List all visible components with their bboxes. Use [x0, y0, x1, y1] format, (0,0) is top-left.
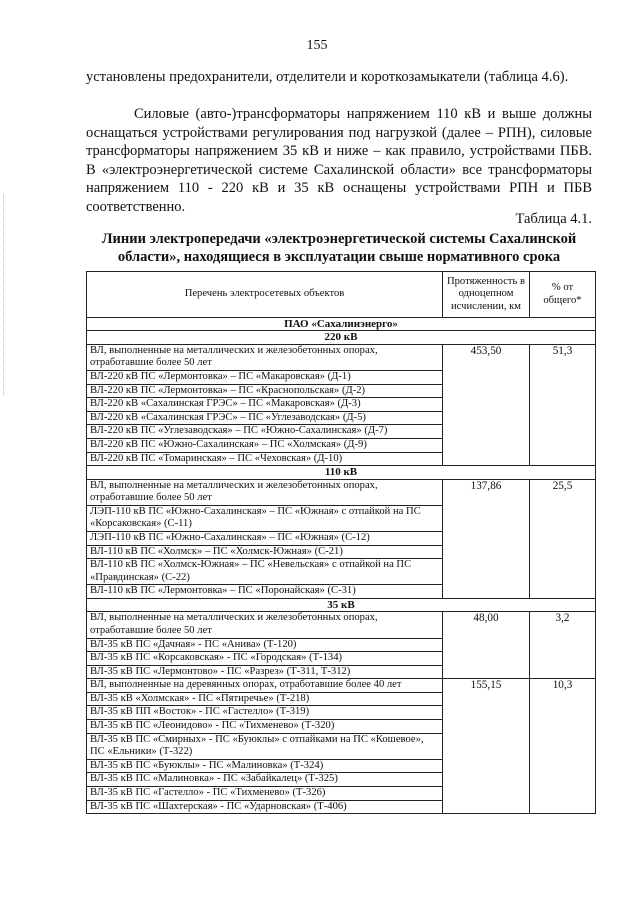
- object-name-cell: ВЛ-35 кВ ПС «Малиновка» - ПС «Забайкалец» (Т-325): [87, 773, 443, 787]
- object-name-cell: ВЛ-35 кВ ПП «Восток» - ПС «Гастелло» (Т-319): [87, 706, 443, 720]
- table-title: Линии электропередачи «электроэнергетической системы Сахалинской области», находящиеся в эксплуатации свыше нормативного срока: [101, 231, 577, 265]
- table-row: [87, 344, 596, 370]
- object-name-cell: ЛЭП-110 кВ ПС «Южно-Сахалинская» – ПС «Южная» с отпайкой на ПС «Корсаковская» (С-11): [87, 505, 443, 531]
- object-name-cell: ВЛ-220 кВ ПС «Лермонтовка» – ПС «Макаровская» (Д-1): [87, 371, 443, 385]
- object-name-cell: ВЛ, выполненные на металлических и железобетонных опорах, отработавшие более 50 лет: [87, 344, 443, 370]
- table-body: [87, 318, 596, 814]
- paragraph-1: установлены предохранители, отделители и короткозамыкатели (таблица 4.6).: [86, 69, 569, 85]
- object-name-cell: ВЛ-35 кВ ПС «Корсаковская» - ПС «Городская» (Т-134): [87, 652, 443, 666]
- percent-cell: 10,3: [530, 679, 596, 814]
- object-name-cell: ВЛ-35 кВ ПС «Шахтерская» - ПС «Ударновская» (Т-406): [87, 800, 443, 814]
- object-name-cell: ВЛ-220 кВ ПС «Южно-Сахалинская» – ПС «Холмская» (Д-9): [87, 438, 443, 452]
- object-name-cell: ВЛ-220 кВ «Сахалинская ГРЭС» – ПС «Углезаводская» (Д-5): [87, 411, 443, 425]
- voltage-group-label: 220 кВ: [87, 331, 596, 344]
- company-name: ПАО «Сахалинэнерго»: [87, 318, 596, 331]
- voltage-group-row: [87, 331, 596, 344]
- header-length: Протяженность в одноцепном исчислении, км: [443, 272, 530, 318]
- page-number: 155: [306, 38, 328, 53]
- length-cell: 48,00: [443, 612, 530, 679]
- object-name-cell: ВЛ-35 кВ ПС «Лермонтово» - ПС «Разрез» (Т-311, Т-312): [87, 665, 443, 679]
- voltage-group-row: [87, 466, 596, 479]
- object-name-cell: ВЛ-110 кВ ПС «Лермонтовка» – ПС «Поронайская» (С-31): [87, 585, 443, 599]
- percent-cell: 3,2: [530, 612, 596, 679]
- table-row: [87, 612, 596, 638]
- object-name-cell: ВЛ-220 кВ «Сахалинская ГРЭС» – ПС «Макаровская» (Д-3): [87, 398, 443, 412]
- object-name-cell: ВЛ-35 кВ ПС «Смирных» - ПС «Буюклы» с отпайками на ПС «Кошевое», ПС «Ельники» (Т-322): [87, 733, 443, 759]
- object-name-cell: ВЛ-110 кВ ПС «Холмск» – ПС «Холмск-Южная» (С-21): [87, 545, 443, 559]
- object-name-cell: ВЛ, выполненные на деревянных опорах, отработавшие более 40 лет: [87, 679, 443, 693]
- table-header-row: [87, 272, 596, 318]
- object-name-cell: ВЛ-35 кВ ПС «Буюклы» - ПС «Малиновка» (Т-324): [87, 759, 443, 773]
- object-name-cell: ВЛ-35 кВ ПС «Гастелло» - ПС «Тихменево» (Т-326): [87, 787, 443, 801]
- object-name-cell: ВЛ-35 кВ «Холмская» - ПС «Пятиречье» (Т-218): [87, 692, 443, 706]
- table-caption: Таблица 4.1.: [515, 211, 592, 227]
- object-name-cell: ВЛ, выполненные на металлических и железобетонных опорах, отработавшие более 50 лет: [87, 612, 443, 638]
- page-margin-mark: [3, 195, 5, 395]
- length-cell: 137,86: [443, 479, 530, 598]
- percent-cell: 51,3: [530, 344, 596, 465]
- table-row: [87, 479, 596, 505]
- company-row: [87, 318, 596, 331]
- object-name-cell: ВЛ-220 кВ ПС «Лермонтовка» – ПС «Краснопольская» (Д-2): [87, 384, 443, 398]
- percent-cell: 25,5: [530, 479, 596, 598]
- paragraph-2: Силовые (авто-)трансформаторы напряжением 110 кВ и выше должны оснащаться устройствами регулирования под нагрузкой (далее – РПН), силовые трансформаторы напряжением 35 кВ и ниже – как правило, устройствами ПБВ. В «электроэнергетической системе Сахалинской области» все трансформаторы напряжением 110 - 220 кВ и 35 кВ оснащены устройствами РПН и ПБВ соответственно.: [86, 106, 592, 215]
- object-name-cell: ВЛ-220 кВ ПС «Углезаводская» – ПС «Южно-Сахалинская» (Д-7): [87, 425, 443, 439]
- voltage-group-row: [87, 598, 596, 611]
- voltage-group-label: 35 кВ: [87, 598, 596, 611]
- object-name-cell: ВЛ-35 кВ ПС «Леонидово» - ПС «Тихменево» (Т-320): [87, 720, 443, 734]
- header-objects: Перечень электросетевых объектов: [87, 272, 443, 318]
- object-name-cell: ВЛ, выполненные на металлических и железобетонных опорах, отработавшие более 50 лет: [87, 479, 443, 505]
- object-name-cell: ВЛ-110 кВ ПС «Холмск-Южная» – ПС «Невельская» с отпайкой на ПС «Правдинская» (С-22): [87, 559, 443, 585]
- object-name-cell: ВЛ-35 кВ ПС «Дачная» - ПС «Анива» (Т-120): [87, 638, 443, 652]
- length-cell: 155,15: [443, 679, 530, 814]
- table-row: [87, 679, 596, 693]
- voltage-group-label: 110 кВ: [87, 466, 596, 479]
- length-cell: 453,50: [443, 344, 530, 465]
- header-percent: % от общего*: [530, 272, 596, 318]
- object-name-cell: ЛЭП-110 кВ ПС «Южно-Сахалинская» – ПС «Южная» (С-12): [87, 531, 443, 545]
- object-name-cell: ВЛ-220 кВ ПС «Томаринская» – ПС «Чеховская» (Д-10): [87, 452, 443, 466]
- power-lines-table: [86, 271, 596, 814]
